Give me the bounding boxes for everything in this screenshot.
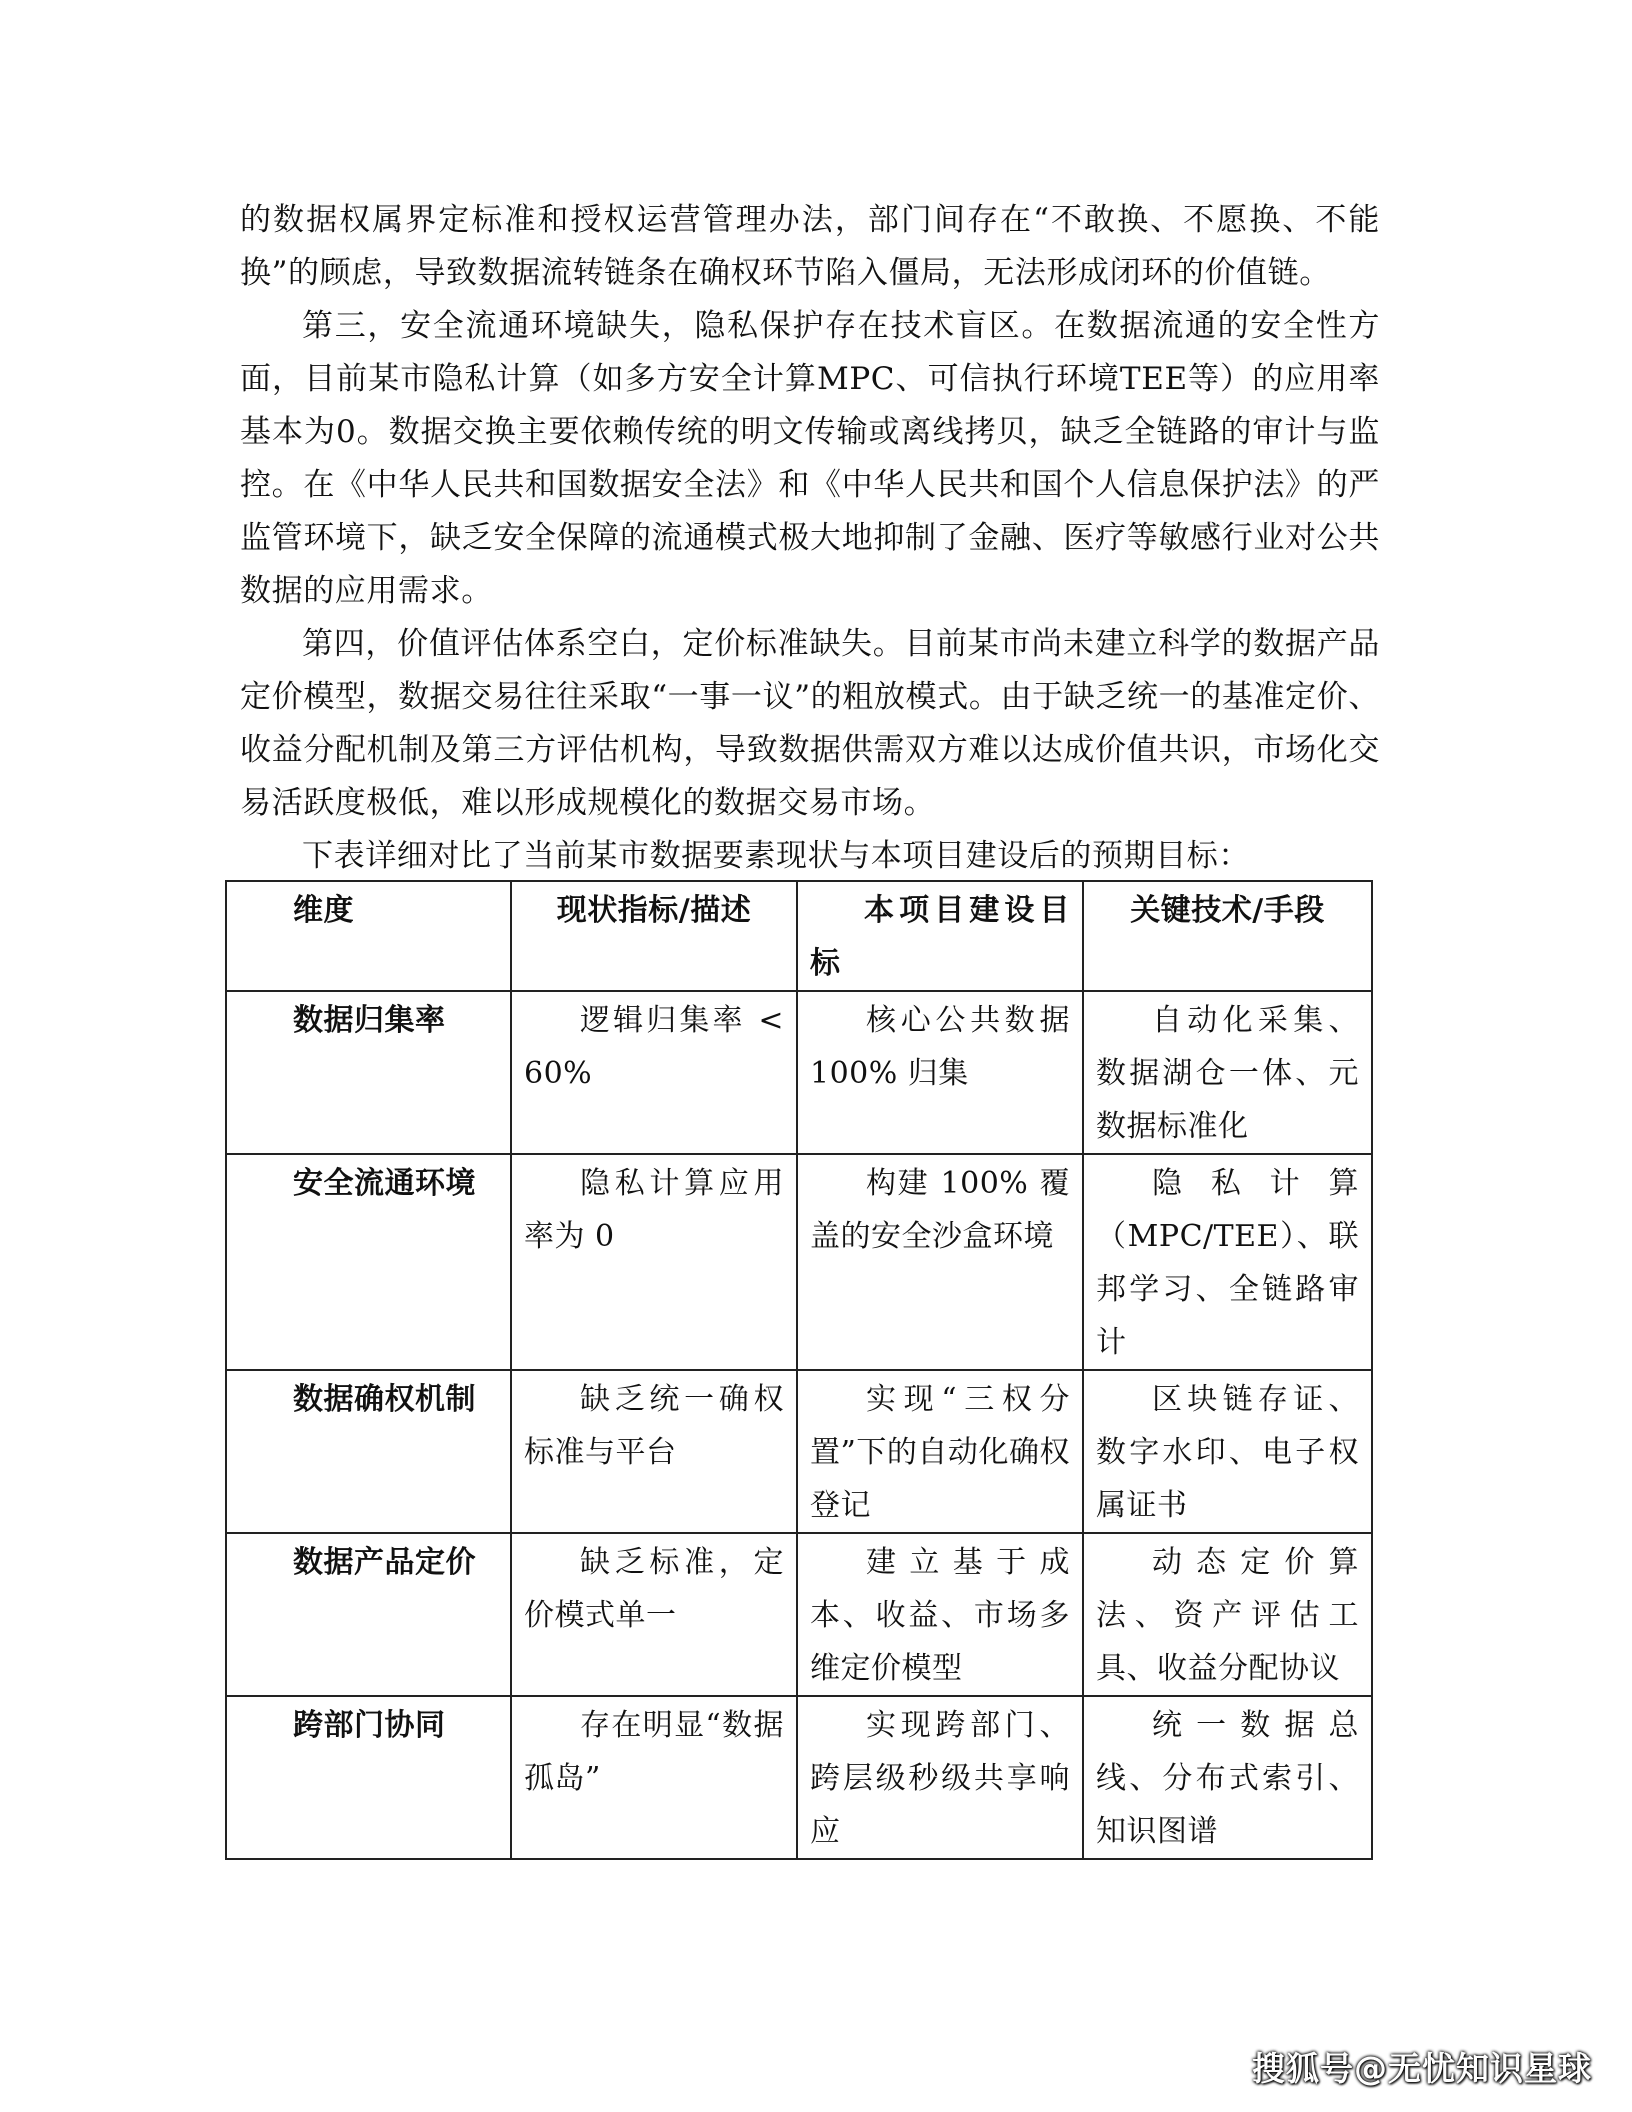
table-row bbox=[226, 991, 1372, 1154]
cell-status: 缺乏标准，定价模式单一 bbox=[511, 1533, 797, 1696]
cell-tech: 统一数据总线、分布式索引、知识图谱 bbox=[1083, 1696, 1372, 1859]
document-body bbox=[240, 194, 1380, 883]
cell-tech: 隐私计算（MPC/TEE）、联邦学习、全链路审计 bbox=[1083, 1154, 1372, 1370]
comparison-table-container bbox=[225, 880, 1371, 1860]
cell-dimension: 数据归集率 bbox=[226, 991, 511, 1154]
cell-target: 实现“三权分置”下的自动化确权登记 bbox=[797, 1370, 1083, 1533]
comparison-table bbox=[225, 880, 1373, 1860]
cell-dimension: 安全流通环境 bbox=[226, 1154, 511, 1370]
paragraph-continuation: 的数据权属界定标准和授权运营管理办法，部门间存在“不敢换、不愿换、不能换”的顾虑，导致数据流转链条在确权环节陷入僵局，无法形成闭环的价值链。 bbox=[240, 202, 1380, 291]
paragraph-fourth-point: 第四，价值评估体系空白，定价标准缺失。目前某市尚未建立科学的数据产品定价模型，数据交易往往采取“一事一议”的粗放模式。由于缺乏统一的基准定价、收益分配机制及第三方评估机构，导致数据供需双方难以达成价值共识，市场化交易活跃度极低，难以形成规模化的数据交易市场。 bbox=[240, 626, 1380, 821]
header-target: 本项目建设目标 bbox=[797, 881, 1083, 991]
cell-dimension: 数据确权机制 bbox=[226, 1370, 511, 1533]
header-dimension: 维度 bbox=[226, 881, 511, 991]
cell-target: 构建 100% 覆盖的安全沙盒环境 bbox=[797, 1154, 1083, 1370]
cell-tech: 自动化采集、数据湖仓一体、元数据标准化 bbox=[1083, 991, 1372, 1154]
header-status: 现状指标/描述 bbox=[511, 881, 797, 991]
table-row bbox=[226, 1696, 1372, 1859]
table-row bbox=[226, 1370, 1372, 1533]
paragraph-table-intro: 下表详细对比了当前某市数据要素现状与本项目建设后的预期目标： bbox=[302, 838, 1250, 874]
cell-status: 缺乏统一确权标准与平台 bbox=[511, 1370, 797, 1533]
table-row bbox=[226, 1154, 1372, 1370]
table-row bbox=[226, 1533, 1372, 1696]
cell-dimension: 数据产品定价 bbox=[226, 1533, 511, 1696]
cell-status: 逻辑归集率 < 60% bbox=[511, 991, 797, 1154]
cell-status: 隐私计算应用率为 0 bbox=[511, 1154, 797, 1370]
cell-target: 建立基于成本、收益、市场多维定价模型 bbox=[797, 1533, 1083, 1696]
cell-tech: 区块链存证、数字水印、电子权属证书 bbox=[1083, 1370, 1372, 1533]
source-watermark: 搜狐号@无忧知识星球 bbox=[1252, 2049, 1592, 2088]
header-tech: 关键技术/手段 bbox=[1083, 881, 1372, 991]
cell-tech: 动态定价算法、资产评估工具、收益分配协议 bbox=[1083, 1533, 1372, 1696]
cell-dimension: 跨部门协同 bbox=[226, 1696, 511, 1859]
cell-target: 实现跨部门、跨层级秒级共享响应 bbox=[797, 1696, 1083, 1859]
cell-status: 存在明显“数据孤岛” bbox=[511, 1696, 797, 1859]
cell-target: 核心公共数据 100% 归集 bbox=[797, 991, 1083, 1154]
table-header-row bbox=[226, 881, 1372, 991]
paragraph-third-point: 第三，安全流通环境缺失，隐私保护存在技术盲区。在数据流通的安全性方面，目前某市隐私计算（如多方安全计算MPC、可信执行环境TEE等）的应用率基本为0。数据交换主要依赖传统的明文传输或离线拷贝，缺乏全链路的审计与监控。在《中华人民共和国数据安全法》和《中华人民共和国个人信息保护法》的严监管环境下，缺乏安全保障的流通模式极大地抑制了金融、医疗等敏感行业对公共数据的应用需求。 bbox=[240, 308, 1380, 609]
